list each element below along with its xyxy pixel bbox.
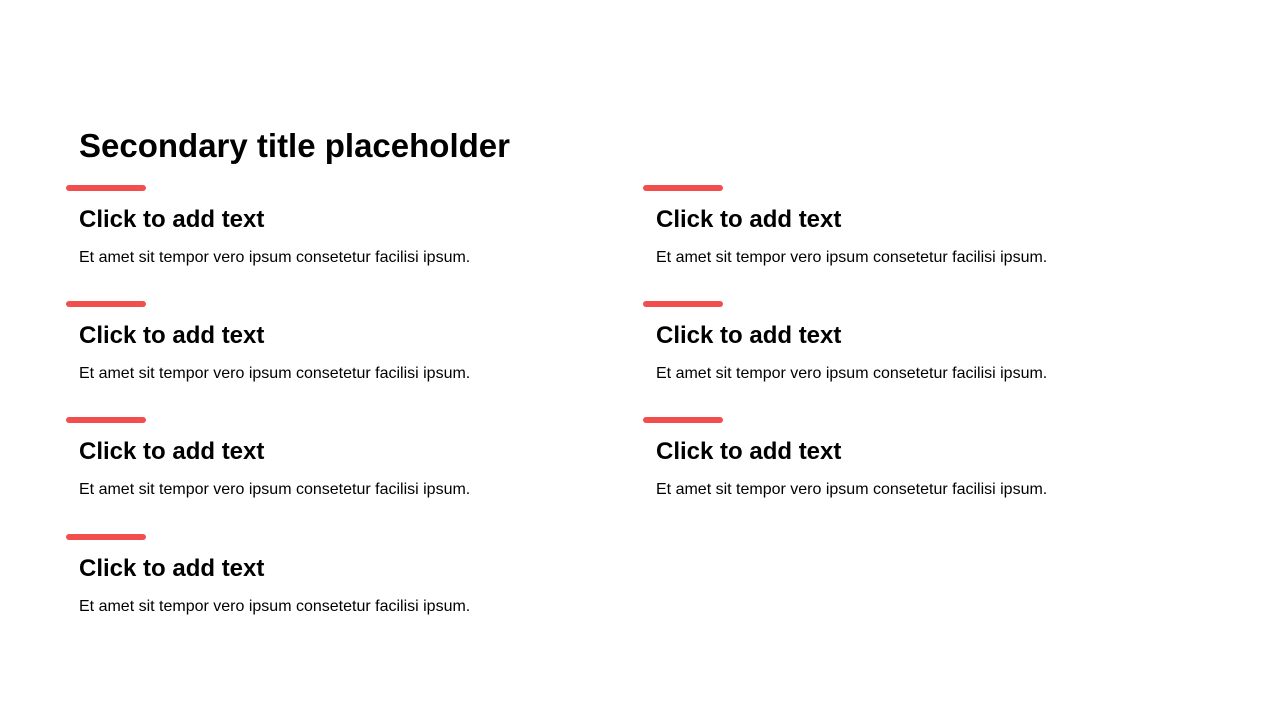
accent-bar (66, 301, 146, 307)
text-block-heading[interactable]: Click to add text (656, 322, 842, 349)
text-block (66, 301, 606, 401)
text-block-heading[interactable]: Click to add text (79, 555, 265, 582)
text-block (66, 534, 606, 634)
text-block-heading[interactable]: Click to add text (79, 438, 265, 465)
accent-bar (643, 185, 723, 191)
text-block-body[interactable]: Et amet sit tempor vero ipsum consetetur facilisi ipsum. (79, 598, 471, 615)
text-block-body[interactable]: Et amet sit tempor vero ipsum consetetur facilisi ipsum. (656, 365, 1048, 382)
text-block-body[interactable]: Et amet sit tempor vero ipsum consetetur facilisi ipsum. (656, 249, 1048, 266)
text-block (643, 417, 1183, 517)
text-block (66, 417, 606, 517)
text-block-heading[interactable]: Click to add text (79, 206, 265, 233)
accent-bar (643, 417, 723, 423)
text-block-body[interactable]: Et amet sit tempor vero ipsum consetetur facilisi ipsum. (79, 249, 471, 266)
accent-bar (643, 301, 723, 307)
text-block (643, 185, 1183, 285)
text-block-heading[interactable]: Click to add text (656, 206, 842, 233)
slide-title[interactable]: Secondary title placeholder (79, 127, 510, 164)
accent-bar (66, 185, 146, 191)
text-block (643, 301, 1183, 401)
text-block-heading[interactable]: Click to add text (656, 438, 842, 465)
accent-bar (66, 534, 146, 540)
text-block-body[interactable]: Et amet sit tempor vero ipsum consetetur facilisi ipsum. (79, 365, 471, 382)
text-block (66, 185, 606, 285)
text-block-heading[interactable]: Click to add text (79, 322, 265, 349)
text-block-body[interactable]: Et amet sit tempor vero ipsum consetetur facilisi ipsum. (79, 481, 471, 498)
text-block-body[interactable]: Et amet sit tempor vero ipsum consetetur facilisi ipsum. (656, 481, 1048, 498)
accent-bar (66, 417, 146, 423)
